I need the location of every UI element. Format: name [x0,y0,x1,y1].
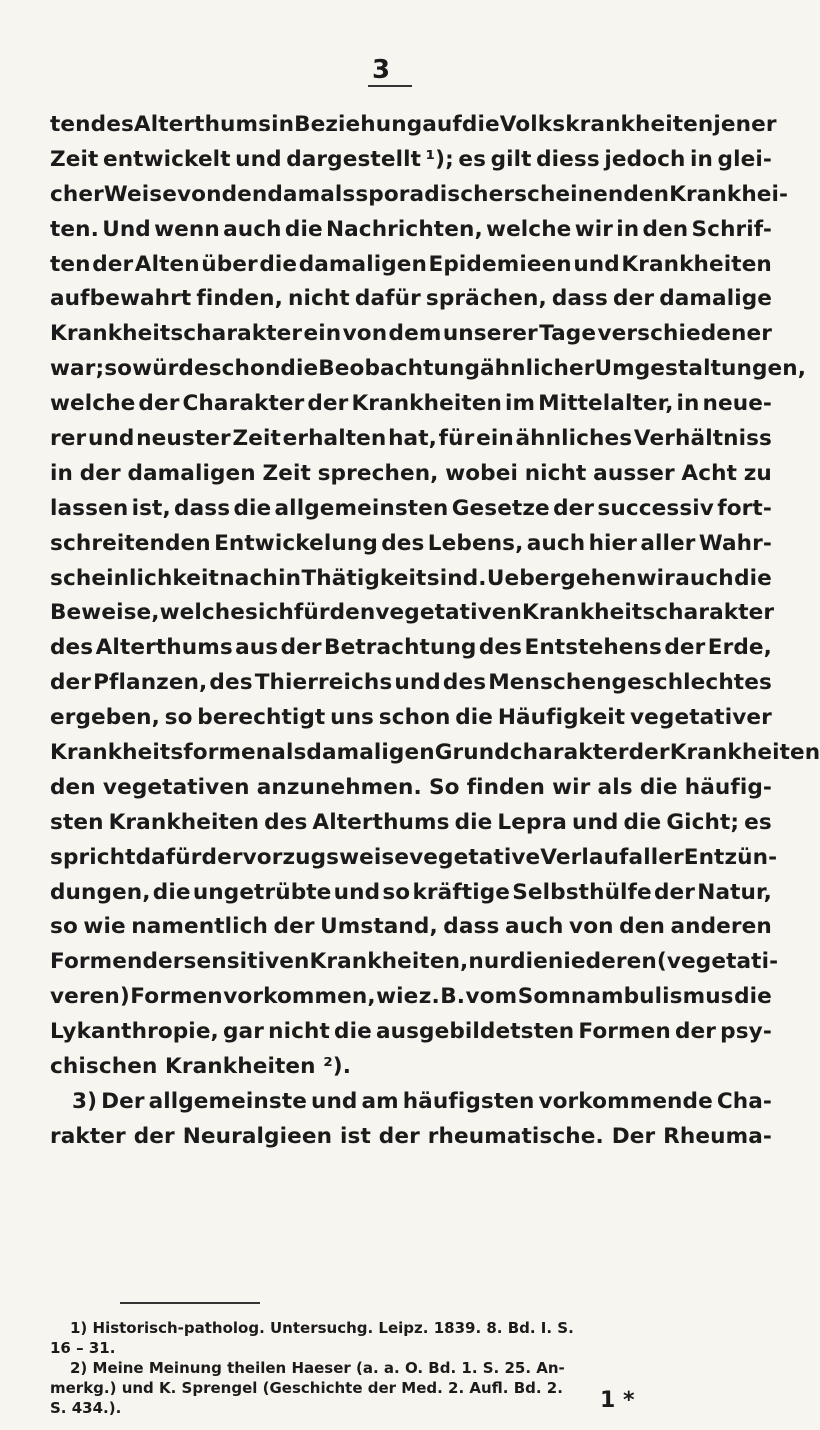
text-line [50,143,772,178]
word: des [381,530,425,556]
word: die [454,809,493,835]
text-line [50,876,772,911]
word: die [152,879,191,905]
word: Verlauf [540,844,629,870]
word: die [734,565,772,591]
word: die [623,809,662,835]
word: des [478,635,523,661]
word: Zeit [50,146,99,172]
word: vorkommen, [223,984,376,1010]
word: finden, [196,286,283,312]
word: von [342,321,388,347]
word: Lepra [497,809,567,835]
word: ein [303,321,342,347]
word: Nachrichten, [325,216,483,242]
text-line [50,980,772,1015]
word: in [278,565,302,591]
word: psy- [720,1019,772,1045]
word: dass [443,914,500,940]
word: (vegetati- [656,949,779,975]
word: häufig- [684,774,772,800]
word: hier [588,530,638,556]
word: Somnambulismus [517,984,734,1010]
word: häufigsten [402,1088,535,1114]
word: nur [468,949,511,975]
word: der [50,670,92,696]
word: den [221,181,268,207]
word: namentlich [131,914,269,940]
word: Gesetze [451,495,550,521]
word: Grundcharakter [434,740,629,766]
word: entwickelt [102,146,231,172]
word: veren) [50,984,130,1010]
text-line [50,213,772,248]
word: spricht [50,844,136,870]
text-line [50,841,778,876]
word: der [133,1123,175,1149]
word: ähnliches [515,426,633,452]
word: die [510,949,548,975]
word: Beobachtung [318,356,481,382]
word: in [690,146,713,172]
word: successiv [597,495,714,521]
word: sprächen, [425,286,547,312]
text-line [50,562,772,597]
text-line [50,457,772,492]
word: für [293,600,330,626]
word: Mittelalter, [538,391,674,417]
word: vorzugsweise [242,844,410,870]
word: so [104,356,133,382]
word: Alten [134,251,200,277]
word: hat, [388,426,437,452]
word: ein [476,426,514,452]
word: dafür [354,286,421,312]
word: als [597,774,633,800]
text-line [50,1015,772,1050]
word: rakter [50,1123,126,1149]
word: Umgestaltungen, [594,356,807,382]
text-line [50,666,772,701]
body-text [50,108,820,1155]
word: erhalten [282,426,387,452]
word: Charakter [182,391,305,417]
word: des [442,670,487,696]
word: es [458,146,487,172]
word: in [616,216,640,242]
word: der [664,635,706,661]
word: Lebens, [427,530,524,556]
word: wie [376,984,419,1010]
word: den [50,774,96,800]
word: diess [536,146,600,172]
word: wir [552,774,591,800]
word: des [90,112,134,137]
word: die [259,251,298,277]
word: und [87,426,135,452]
word: wie [83,914,126,940]
word: als [271,740,307,766]
word: scheinlichkeit [50,565,219,591]
word: schon [208,356,281,382]
word: dem [388,321,442,347]
word: vegetative [409,844,541,870]
word: lassen [50,495,129,521]
page-number-underline [368,85,412,87]
word: aller [640,530,696,556]
word: der [613,286,655,312]
word: aller [628,844,684,870]
word: der [654,879,696,905]
word: Volkskrankheiten [499,112,714,137]
word: vorkommende [538,1088,713,1114]
word: Formen [578,1019,671,1045]
word: erscheinenden [488,181,670,207]
word: und [235,146,282,172]
word: Krankheiten [351,391,502,417]
word: von [176,181,222,207]
word: Thierreichs [254,670,393,696]
word: B. [440,984,466,1010]
word: so [382,879,411,905]
word: den [329,600,376,626]
word: sind. [426,565,487,591]
word: welche [50,391,136,417]
word: rer [50,426,87,452]
word: schreitenden [50,530,211,556]
word: aus [235,635,279,661]
word: in [271,112,295,137]
word: cher [50,181,104,207]
word: Betrachtung [324,635,477,661]
page-number: 3 [372,55,391,85]
word: Selbsthülfe [512,879,652,905]
word: dungen, [50,879,151,905]
word: Thätigkeit [301,565,427,591]
word: für [438,426,475,452]
word: Pflanzen, [93,670,208,696]
word: Der [101,1088,145,1114]
word: vegetativen [375,600,522,626]
word: damaligen [298,251,427,277]
text-line [50,945,779,980]
word: nach [219,565,278,591]
word: und [571,809,619,835]
word: Weise [103,181,177,207]
word: der [201,844,243,870]
word: glei- [717,146,772,172]
word: nicht [268,1019,330,1045]
word: Zeit [232,426,281,452]
word: Neuralgieen [182,1123,333,1149]
word: Wahr- [698,530,772,556]
word: allgemeinste [148,1088,307,1114]
word: so [50,914,78,940]
text-line [50,771,772,806]
word: Krankheiten [669,740,820,766]
word: die [455,705,494,731]
word: Erde, [707,635,772,661]
word: gilt [490,146,532,172]
footnote-line: S. 434.). [50,1399,122,1417]
word: über [201,251,258,277]
word: Krankheiten, [309,949,469,975]
word: Entwickelung [214,530,378,556]
word: Häufigkeit [497,705,626,731]
word: Krankheiten [621,251,772,277]
word: der [307,391,349,417]
word: auch [504,914,564,940]
word: Alterthums [133,112,272,137]
word: ähnlicher [480,356,595,382]
word: sten [50,809,104,835]
word: vom [465,984,518,1010]
text-line [50,631,772,666]
word: die [334,1019,372,1045]
word: die [233,495,272,521]
word: dass [174,495,231,521]
word: welche [159,600,246,626]
word: des [50,635,94,661]
word: finden [466,774,545,800]
word: Entzün- [683,844,778,870]
word: Acht [681,460,738,486]
word: damaligen [306,740,435,766]
text-line [50,596,775,631]
word: den [619,914,665,940]
text-line [50,178,789,213]
word: dafür [135,844,202,870]
text-line [50,527,772,562]
text-line [50,1085,772,1120]
word: der [378,1123,420,1149]
word: der [79,460,121,486]
word: ausser [593,460,675,486]
word: ten [50,112,91,137]
word: auch [223,216,282,242]
word: jedoch [604,146,686,172]
text-line [50,317,772,352]
word: der [92,251,134,277]
word: fort- [717,495,772,521]
word: Rheuma- [663,1123,772,1149]
word: die [280,356,319,382]
word: und [394,670,441,696]
word: aufbewahrt [50,286,192,312]
word: vegetativer [629,705,772,731]
word: sensitiven [183,949,310,975]
word: neue- [702,391,772,417]
word: sprechen, [317,460,439,486]
word: uns [330,705,375,731]
word: vegetativen [102,774,250,800]
word: sporadisch [355,181,489,207]
word: und [310,1088,358,1114]
word: kräftige [412,879,511,905]
word: am [361,1088,399,1114]
word: Krankheitscharakter [522,600,775,626]
word: Tage [539,321,597,347]
word: nicht [524,460,587,486]
word: auch [526,530,586,556]
text-line [50,806,772,841]
word: dargestellt [286,146,422,172]
word: Beziehung [294,112,423,137]
footnote-line: 2) Meine Meinung theilen Haeser (a. a. O. Bd. 1. S. 25. An- [70,1359,565,1377]
word: ist, [131,495,171,521]
word: Gicht; [666,809,740,835]
word: des [264,809,308,835]
word: Alterthums [312,809,450,835]
word: 3) [72,1088,98,1114]
footnote-line: 16 – 31. [50,1339,116,1357]
word: der [142,949,184,975]
word: der [273,914,315,940]
word: So [428,774,460,800]
word: Alterthums [95,635,233,661]
word: Der [611,1123,656,1149]
word: Lykanthropie, [50,1019,219,1045]
text-line [50,282,772,317]
word: der [674,1019,717,1045]
word: der [280,635,322,661]
word: von [569,914,614,940]
text-line [50,910,772,945]
word: damals [267,181,356,207]
text-line [50,701,772,736]
text-line [50,1120,772,1155]
word: ten. [50,216,99,242]
word: war; [50,356,105,382]
word: niederen [547,949,657,975]
word: unserer [442,321,538,347]
text-line: chischen Krankheiten ²). [50,1054,352,1080]
word: der [553,495,595,521]
word: zu [743,460,772,486]
footnotes [50,1318,772,1418]
text-line [50,492,772,527]
word: berechtigt [197,705,326,731]
word: Schrif- [691,216,772,242]
word: ausgebildetsten [375,1019,575,1045]
text-line [50,387,772,422]
word: wenn [154,216,220,242]
word: die [461,112,500,137]
word: ten [50,251,91,277]
word: jener [713,112,777,137]
word: dass [551,286,608,312]
word: im [505,391,536,417]
word: Krankheiten [108,809,260,835]
signature-mark: 1 * [600,1388,635,1413]
word: Formen [50,949,143,975]
footnote-line: merkg.) und K. Sprengel (Geschichte der Med. 2. Aufl. Bd. 2. [50,1379,563,1397]
word: z. [418,984,440,1010]
word: Entstehens [524,635,662,661]
word: und [573,251,620,277]
word: rheumatische. [427,1123,604,1149]
word: der [138,391,180,417]
word: Natur, [697,879,772,905]
word: Und [102,216,151,242]
word: die [734,984,772,1010]
word: Krankheitsformen [50,740,272,766]
word: schon [378,705,451,731]
word: ¹); [425,146,454,172]
text-line [50,352,807,387]
word: Zeit [262,460,311,486]
word: die [639,774,678,800]
word: auf [422,112,462,137]
word: allgemeinsten [274,495,449,521]
word: der [628,740,670,766]
text-line [50,248,772,283]
word: wir [574,216,613,242]
word: würde [132,356,209,382]
word: Menschengeschlechtes [488,670,772,696]
word: gar [223,1019,264,1045]
word: damalige [659,286,772,312]
word: ungetrübte [192,879,332,905]
word: den [642,216,689,242]
text-line [50,422,772,457]
word: Beweise, [50,600,160,626]
word: wobei [445,460,518,486]
word: verschiedener [597,321,772,347]
word: des [209,670,253,696]
word: nicht [288,286,350,312]
word: Formen [130,984,223,1010]
word: es [744,809,772,835]
word: Cha- [716,1088,772,1114]
word: in [676,391,700,417]
word: Verhältniss [633,426,772,452]
word: Epidemieen [428,251,572,277]
word: Umstand, [320,914,438,940]
word: anzunehmen. [256,774,422,800]
word: ist [339,1123,371,1149]
word: sich [245,600,294,626]
word: die [284,216,323,242]
footnote-divider [120,1302,260,1304]
word: Krankheitscharakter [50,321,303,347]
word: damaligen [127,460,256,486]
word: und [333,879,381,905]
word: welche [486,216,572,242]
word: neuster [136,426,231,452]
word: auch [675,565,734,591]
word: Krankhei- [669,181,789,207]
text-line [50,736,820,771]
word: ergeben, [50,705,160,731]
footnote-line: 1) Historisch-patholog. Untersuchg. Leipz. 1839. 8. Bd. I. S. [70,1319,574,1337]
word: so [164,705,193,731]
text-line [50,108,777,143]
word: Uebergehen [486,565,637,591]
word: wir [636,565,675,591]
word: in [50,460,73,486]
word: anderen [670,914,772,940]
